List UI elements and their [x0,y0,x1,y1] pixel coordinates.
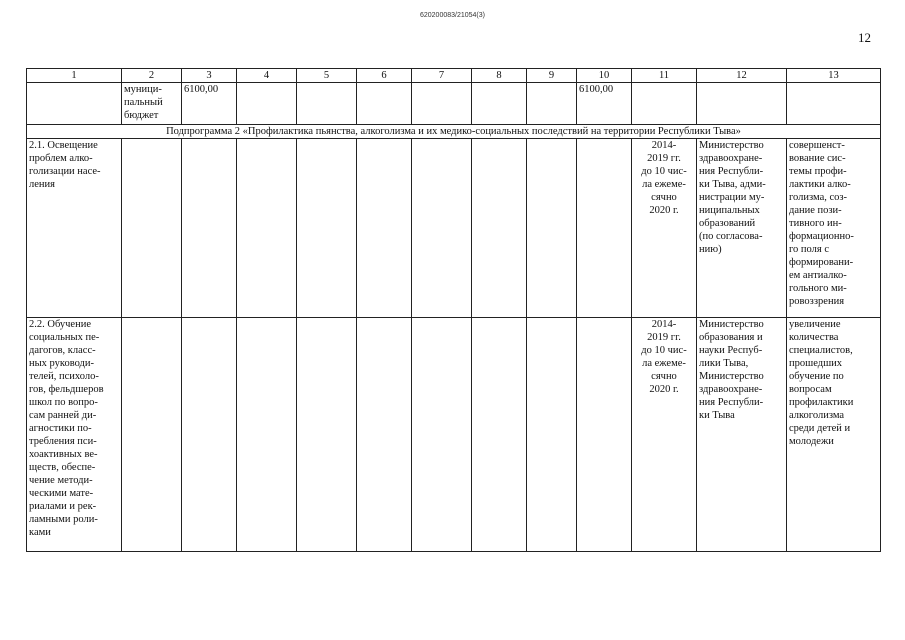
column-number: 13 [787,69,881,83]
funding-source-cell: муници- пальный бюджет [122,83,182,125]
column-number: 10 [577,69,632,83]
column-number: 11 [632,69,697,83]
measure-name-cell: 2.2. Обучение социальных пе- дагогов, класс- ных руководи- телей, психоло- гов, фельдшеров школ по вопро- сам ранней ди- агностики по- требления пси- хоактивных ве- ществ, обеспе- чение методи- ческими мате- риалами и рек- ламными роли- ками [27,318,122,552]
column-number: 2 [122,69,182,83]
column-number: 4 [237,69,297,83]
document-id: 620200083/21054(3) [419,12,485,19]
page-number: 12 [858,30,871,45]
column-number: 9 [527,69,577,83]
column-number: 6 [357,69,412,83]
column-number: 12 [697,69,787,83]
responsible-cell: Министерство здравоохране- ния Республи- ки Тыва, адми- нистрации му- ниципальных образований (по согласова- нию) [697,139,787,318]
column-number: 3 [182,69,237,83]
amount-cell: 6100,00 [577,83,632,125]
result-cell: совершенст- вование сис- темы профи- лактики алко- голизма, соз- дание пози- тивного ин- формационно- го поля с формировани- ем антиалко- гольного ми- ровоззрения [787,139,881,318]
deadline-cell: 2014- 2019 гг. до 10 чис- ла ежеме- сячно 2020 г. [632,139,697,318]
amount-cell: 6100,00 [182,83,237,125]
column-number: 1 [27,69,122,83]
column-number: 8 [472,69,527,83]
deadline-cell: 2014- 2019 гг. до 10 чис- ла ежеме- сячно 2020 г. [632,318,697,552]
subprogram-row [27,125,881,139]
result-cell: увеличение количества специалистов, прошедших обучение по вопросам профилактики алкоголизма среди детей и молодежи [787,318,881,552]
column-number: 5 [297,69,357,83]
subprogram-title: Подпрограмма 2 «Профилактика пьянства, алкоголизма и их медико-социальных последствий на территории Республики Тыва» [27,125,881,139]
table-header-row [27,69,881,83]
table-row [27,83,881,125]
responsible-cell: Министерство образования и науки Респуб- лики Тыва, Министерство здравоохране- ния Республи- ки Тыва [697,318,787,552]
measure-name-cell: 2.1. Освещение проблем алко- голизации насе- ления [27,139,122,318]
program-table [26,68,881,552]
table-row [27,318,881,552]
column-number: 7 [412,69,472,83]
table-row [27,139,881,318]
